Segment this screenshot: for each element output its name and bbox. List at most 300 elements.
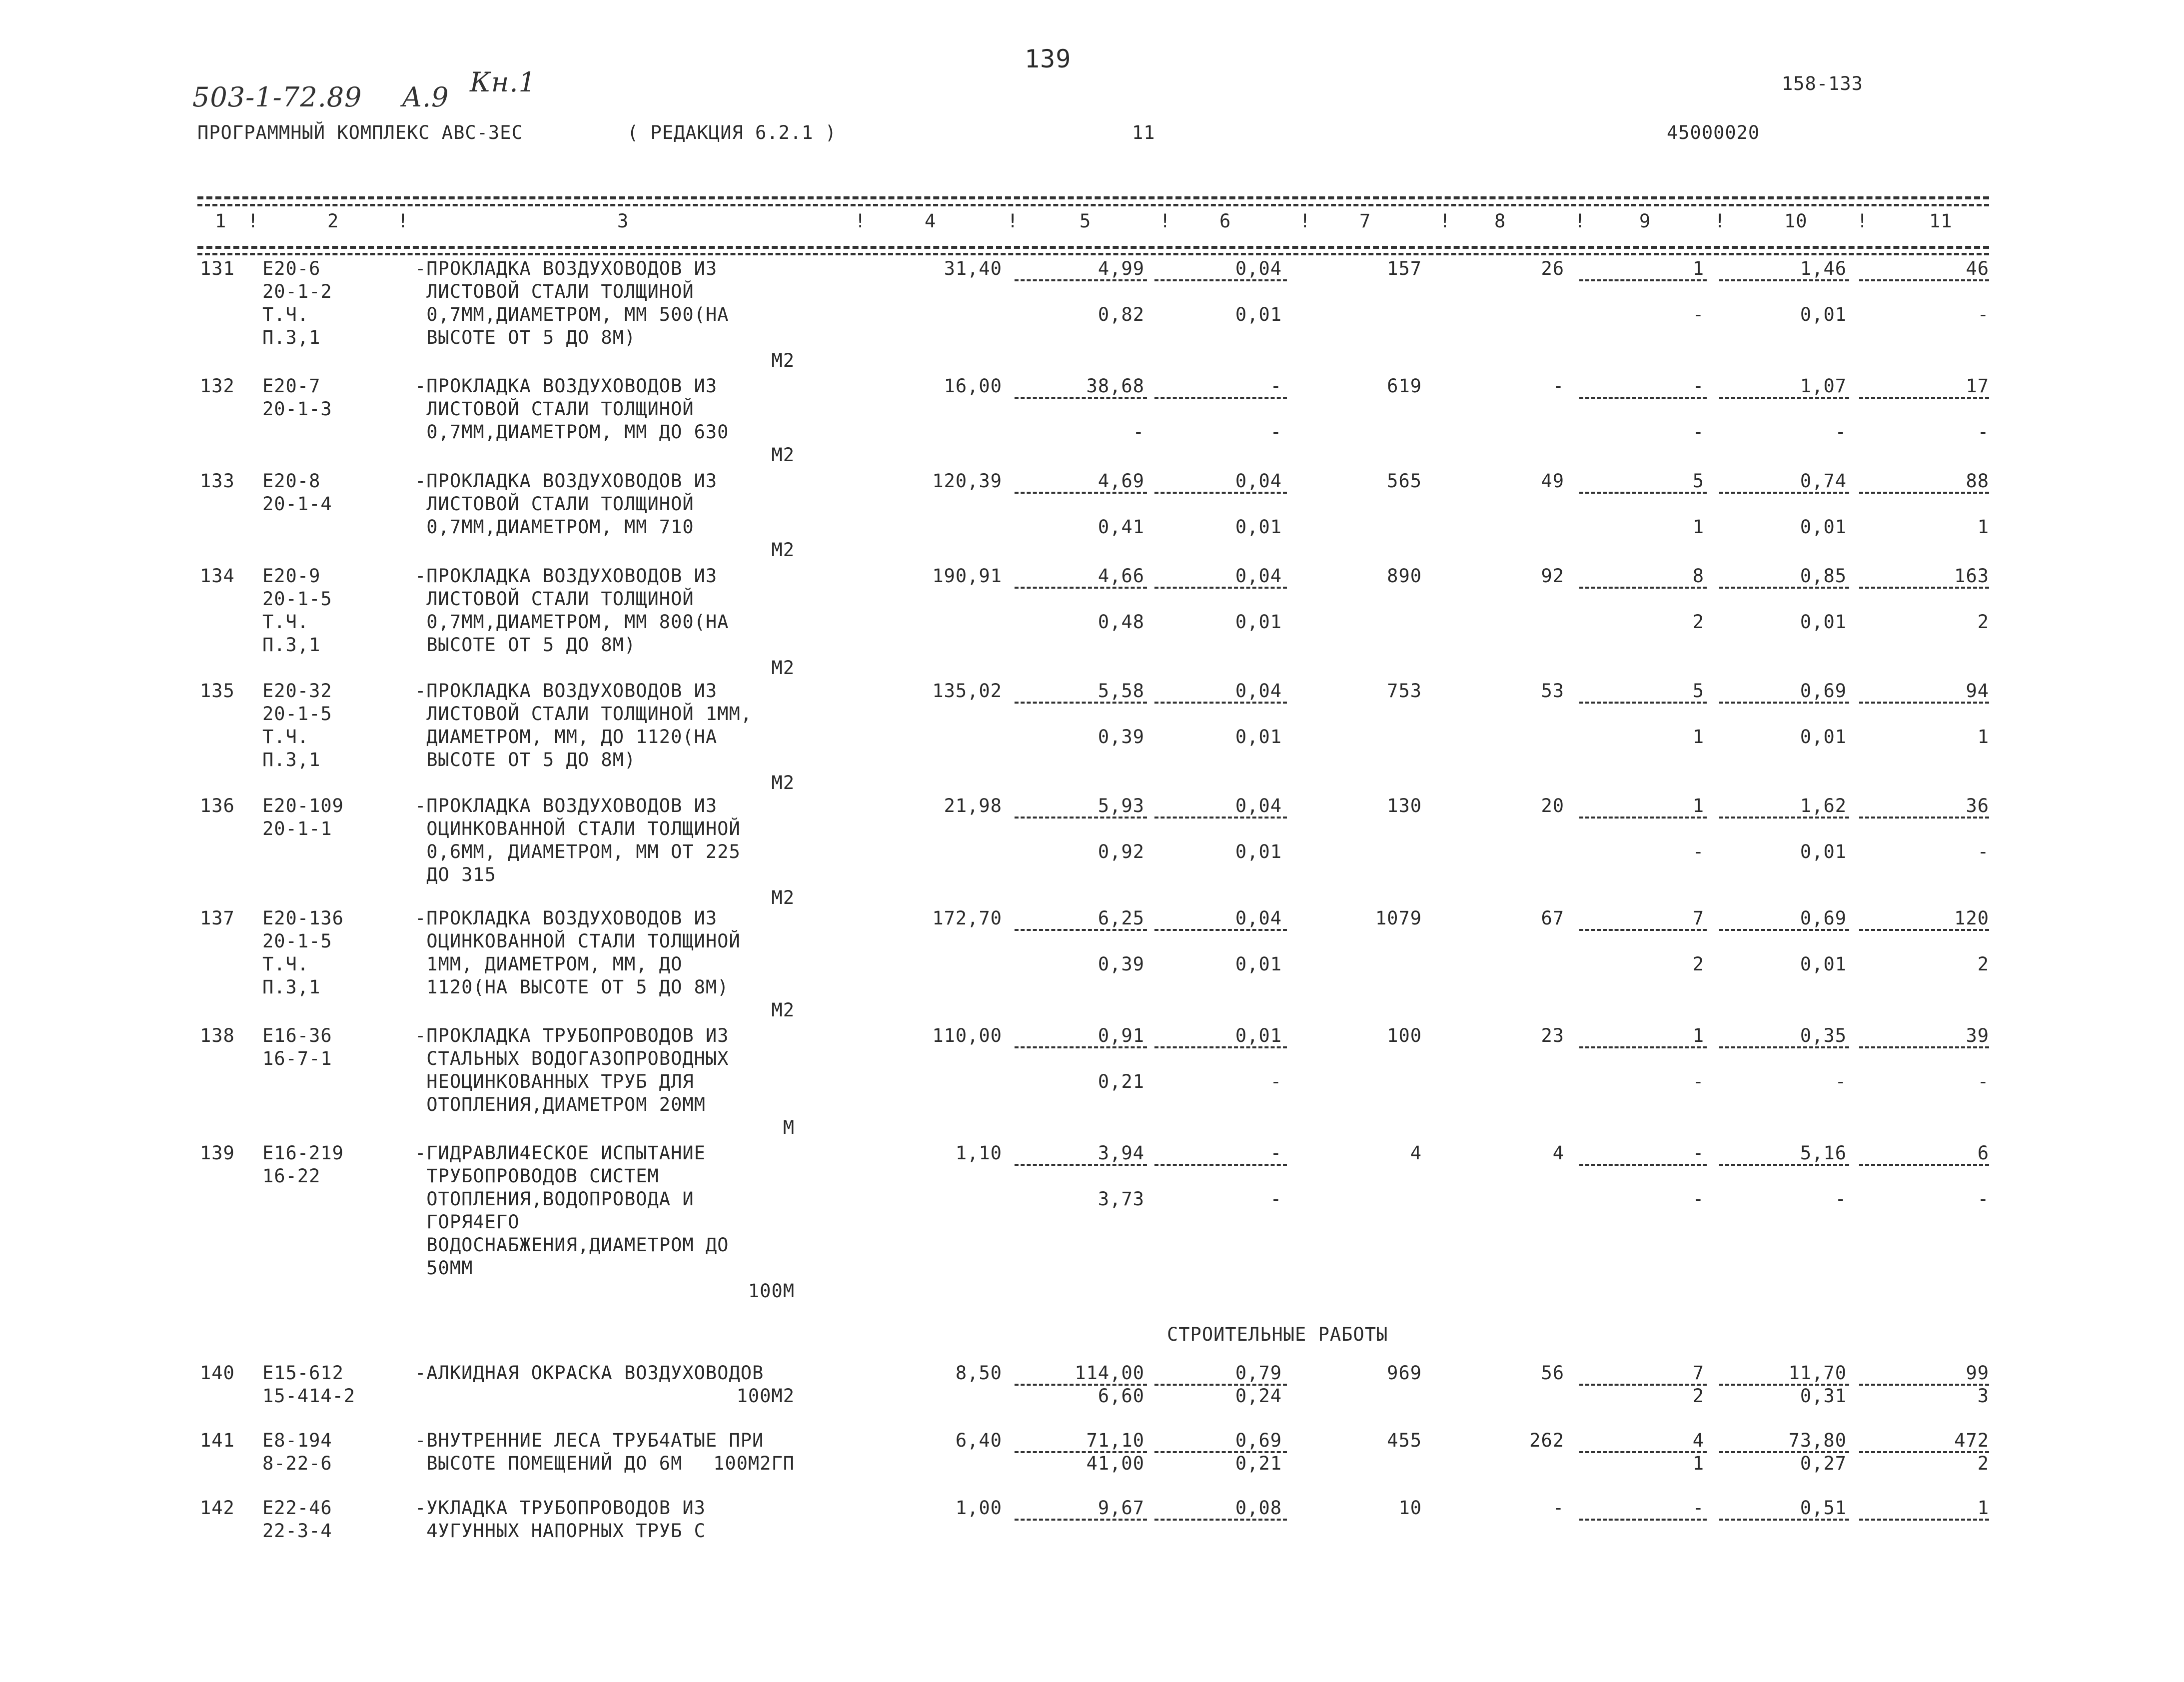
edition: ( РЕДАКЦИЯ 6.2.1 ) (627, 122, 837, 143)
row-description: ОЦИНКОВАННОЙ СТАЛИ ТОЛЩИНОЙ (415, 818, 741, 840)
value-c5-secondary: 41,00 (1086, 1453, 1144, 1474)
value-c8: 23 (1541, 1025, 1564, 1046)
value-c11: 163 (1954, 565, 1989, 587)
value-c6: 0,04 (1235, 258, 1282, 279)
value-underline (1579, 397, 1707, 399)
value-c8: - (1552, 375, 1564, 397)
value-underline (1154, 702, 1287, 704)
value-c7: 969 (1387, 1362, 1422, 1384)
value-c5: 3,94 (1097, 1142, 1144, 1164)
column-header-4: 4 (925, 210, 937, 232)
value-c8: 53 (1541, 680, 1564, 702)
row-description: -ПРОКЛАДКА ВОЗДУХОВОДОВ ИЗ (415, 470, 718, 492)
row-description: 0,6ММ, ДИАМЕТРОМ, ММ ОТ 225 (415, 841, 741, 862)
row-description: ВЫСОТЕ ОТ 5 ДО 8М) (415, 749, 636, 771)
sheet-ref: 158-133 (1782, 73, 1863, 94)
value-underline (1719, 929, 1849, 931)
value-c7: 455 (1387, 1430, 1422, 1451)
row-description: ДИАМЕТРОМ, ММ, ДО 1120(НА (415, 726, 718, 748)
column-header-7: 7 (1359, 210, 1371, 232)
column-separator: ! (855, 210, 867, 232)
column-header-8: 8 (1494, 210, 1506, 232)
value-c11: 472 (1954, 1430, 1989, 1451)
row-code: 8-22-6 (262, 1453, 332, 1474)
value-c5-secondary: 0,82 (1097, 304, 1144, 325)
value-underline (1579, 587, 1707, 589)
row-code: Е20-136 (262, 907, 344, 929)
value-c6: - (1270, 1142, 1282, 1164)
row-unit: М2 (771, 657, 795, 679)
row-code: 20-1-5 (262, 703, 332, 725)
row-number: 135 (200, 680, 235, 702)
row-code: Е20-109 (262, 795, 344, 817)
value-underline (1859, 492, 1989, 494)
value-c5: 9,67 (1097, 1497, 1144, 1519)
row-description: -ПРОКЛАДКА ВОЗДУХОВОДОВ ИЗ (415, 258, 718, 279)
value-c9-secondary: - (1692, 1071, 1704, 1092)
value-c9: 1 (1692, 258, 1704, 279)
value-underline (1579, 279, 1707, 281)
value-c5: 6,25 (1097, 907, 1144, 929)
row-description: ОЦИНКОВАННОЙ СТАЛИ ТОЛЩИНОЙ (415, 930, 741, 952)
value-qty: 120,39 (932, 470, 1002, 492)
value-c11: 94 (1966, 680, 1989, 702)
value-c10: 73,80 (1788, 1430, 1847, 1451)
value-underline (1154, 817, 1287, 819)
value-underline (1859, 1046, 1989, 1048)
value-qty: 6,40 (955, 1430, 1002, 1451)
value-c6-secondary: 0,01 (1235, 953, 1282, 975)
value-underline (1015, 587, 1147, 589)
value-c11-secondary: - (1977, 841, 1989, 862)
value-c9: 4 (1692, 1430, 1704, 1451)
value-c11: 39 (1966, 1025, 1989, 1046)
value-underline (1015, 817, 1147, 819)
value-c10-secondary: - (1835, 1188, 1847, 1210)
value-c5-secondary: 3,73 (1097, 1188, 1144, 1210)
row-unit: 100М2 (736, 1385, 795, 1407)
value-underline (1579, 1164, 1707, 1166)
value-qty: 8,50 (955, 1362, 1002, 1384)
column-separator: ! (1574, 210, 1586, 232)
row-unit: М2 (771, 772, 795, 794)
row-code: Е20-32 (262, 680, 332, 702)
value-c9: - (1692, 1142, 1704, 1164)
row-code: Т.Ч. (262, 726, 309, 748)
row-description: -ВНУТРЕННИЕ ЛЕСА ТРУБ4АТЫЕ ПРИ (415, 1430, 764, 1451)
handwritten-code: 503-1-72.89 (192, 81, 362, 113)
value-c7: 157 (1387, 258, 1422, 279)
value-c9-secondary: - (1692, 841, 1704, 862)
value-underline (1154, 1519, 1287, 1521)
value-underline (1859, 279, 1989, 281)
value-c8: - (1552, 1497, 1564, 1519)
value-underline (1859, 1519, 1989, 1521)
value-c5-secondary: 0,48 (1097, 611, 1144, 633)
column-header-5: 5 (1080, 210, 1092, 232)
value-c7: 619 (1387, 375, 1422, 397)
row-description: 0,7ММ,ДИАМЕТРОМ, ММ ДО 630 (415, 421, 729, 443)
value-c6: 0,01 (1235, 1025, 1282, 1046)
value-underline (1579, 929, 1707, 931)
value-c9: 8 (1692, 565, 1704, 587)
value-c10-secondary: - (1835, 1071, 1847, 1092)
value-underline (1719, 587, 1849, 589)
value-c7: 100 (1387, 1025, 1422, 1046)
value-c7: 753 (1387, 680, 1422, 702)
value-underline (1719, 492, 1849, 494)
row-description: 4УГУННЫХ НАПОРНЫХ ТРУБ С (415, 1520, 706, 1542)
header-rule-bottom (197, 246, 1989, 249)
row-unit: М2 (771, 350, 795, 371)
row-number: 134 (200, 565, 235, 587)
row-description: НЕОЦИНКОВАННЫХ ТРУБ ДЛЯ (415, 1071, 694, 1092)
row-code: Е16-36 (262, 1025, 332, 1046)
value-underline (1719, 1164, 1849, 1166)
value-c6-secondary: - (1270, 1188, 1282, 1210)
value-underline (1015, 702, 1147, 704)
value-c11: 17 (1966, 375, 1989, 397)
value-underline (1154, 397, 1287, 399)
column-header-1: 1 (215, 210, 227, 232)
value-c7: 130 (1387, 795, 1422, 817)
doc-code: 45000020 (1667, 122, 1760, 143)
row-description: ЛИСТОВОЙ СТАЛИ ТОЛЩИНОЙ (415, 281, 694, 302)
row-description: ОТОПЛЕНИЯ,ВОДОПРОВОДА И (415, 1188, 694, 1210)
row-description: ЛИСТОВОЙ СТАЛИ ТОЛЩИНОЙ (415, 588, 694, 610)
column-separator: ! (1439, 210, 1451, 232)
row-unit: М2 (771, 887, 795, 908)
value-c10: 0,69 (1800, 680, 1847, 702)
value-c5: 5,58 (1097, 680, 1144, 702)
value-underline (1154, 1164, 1287, 1166)
column-separator: ! (1159, 210, 1171, 232)
row-code: 16-22 (262, 1165, 321, 1187)
value-c10: 5,16 (1800, 1142, 1847, 1164)
row-code: 22-3-4 (262, 1520, 332, 1542)
row-description: 0,7ММ,ДИАМЕТРОМ, ММ 710 (415, 516, 694, 538)
column-separator: ! (1007, 210, 1019, 232)
value-c5-secondary: 0,39 (1097, 726, 1144, 748)
row-unit: 100М2ГП (713, 1453, 795, 1474)
value-qty: 190,91 (932, 565, 1002, 587)
value-c6-secondary: 0,01 (1235, 611, 1282, 633)
value-c11-secondary: - (1977, 304, 1989, 325)
column-header-2: 2 (327, 210, 339, 232)
value-c11-secondary: 2 (1977, 1453, 1989, 1474)
value-underline (1015, 492, 1147, 494)
section-title: СТРОИТЕЛЬНЫЕ РАБОТЫ (1167, 1324, 1388, 1345)
value-c9-secondary: 2 (1692, 611, 1704, 633)
value-c9-secondary: 1 (1692, 516, 1704, 538)
row-description: -ГИДРАВЛИ4ЕСКОЕ ИСПЫТАНИЕ (415, 1142, 706, 1164)
value-c10: 1,46 (1800, 258, 1847, 279)
value-c8: 92 (1541, 565, 1564, 587)
row-description: ЛИСТОВОЙ СТАЛИ ТОЛЩИНОЙ (415, 493, 694, 515)
row-unit: 100М (748, 1280, 795, 1302)
row-unit: М2 (771, 999, 795, 1021)
header-rule-top (197, 196, 1989, 199)
value-c8: 262 (1529, 1430, 1564, 1451)
value-underline (1154, 929, 1287, 931)
value-c7: 4 (1410, 1142, 1422, 1164)
row-description: -ПРОКЛАДКА ВОЗДУХОВОДОВ ИЗ (415, 795, 718, 817)
column-header-11: 11 (1929, 210, 1953, 232)
row-description: 1ММ, ДИАМЕТРОМ, ММ, ДО (415, 953, 683, 975)
row-number: 136 (200, 795, 235, 817)
value-c5-secondary: 0,21 (1097, 1071, 1144, 1092)
value-c8: 4 (1552, 1142, 1564, 1164)
value-c6-secondary: 0,01 (1235, 304, 1282, 325)
row-description: ЛИСТОВОЙ СТАЛИ ТОЛЩИНОЙ 1ММ, (415, 703, 753, 725)
row-description: 0,7ММ,ДИАМЕТРОМ, ММ 500(НА (415, 304, 729, 325)
row-code: 15-414-2 (262, 1385, 356, 1407)
row-code: 20-1-3 (262, 398, 332, 420)
row-number: 140 (200, 1362, 235, 1384)
row-description: ОТОПЛЕНИЯ,ДИАМЕТРОМ 20ММ (415, 1094, 706, 1115)
value-underline (1859, 397, 1989, 399)
value-c10-secondary: 0,01 (1800, 516, 1847, 538)
value-c6-secondary: 0,01 (1235, 726, 1282, 748)
value-underline (1579, 817, 1707, 819)
value-underline (1015, 1046, 1147, 1048)
row-description: -ПРОКЛАДКА ВОЗДУХОВОДОВ ИЗ (415, 907, 718, 929)
row-code: 20-1-5 (262, 588, 332, 610)
value-c6: 0,79 (1235, 1362, 1282, 1384)
value-c6: 0,04 (1235, 907, 1282, 929)
value-qty: 1,10 (955, 1142, 1002, 1164)
value-underline (1859, 817, 1989, 819)
value-c6: - (1270, 375, 1282, 397)
row-description: 1120(НА ВЫСОТЕ ОТ 5 ДО 8М) (415, 976, 729, 998)
value-underline (1719, 1046, 1849, 1048)
value-underline (1015, 279, 1147, 281)
row-code: Е16-219 (262, 1142, 344, 1164)
handwritten-album: A.9 (402, 81, 449, 113)
value-c5-secondary: 0,41 (1097, 516, 1144, 538)
value-c9-secondary: - (1692, 1188, 1704, 1210)
row-description: -ПРОКЛАДКА ВОЗДУХОВОДОВ ИЗ (415, 565, 718, 587)
value-c11-secondary: - (1977, 421, 1989, 443)
row-description: ТРУБОПРОВОДОВ СИСТЕМ (415, 1165, 659, 1187)
row-code: Т.Ч. (262, 611, 309, 633)
value-c6-secondary: 0,01 (1235, 516, 1282, 538)
value-c10-secondary: 0,01 (1800, 953, 1847, 975)
row-code: Е22-46 (262, 1497, 332, 1519)
value-underline (1579, 492, 1707, 494)
row-description: ВЫСОТЕ ОТ 5 ДО 8М) (415, 634, 636, 656)
value-c7: 565 (1387, 470, 1422, 492)
value-underline (1719, 279, 1849, 281)
value-c5-secondary: 0,39 (1097, 953, 1144, 975)
value-qty: 110,00 (932, 1025, 1002, 1046)
column-header-6: 6 (1219, 210, 1231, 232)
value-c7: 1079 (1375, 907, 1422, 929)
row-description: -УКЛАДКА ТРУБОПРОВОДОВ ИЗ (415, 1497, 706, 1519)
value-c11-secondary: 1 (1977, 726, 1989, 748)
value-c8: 67 (1541, 907, 1564, 929)
value-c10-secondary: 0,27 (1800, 1453, 1847, 1474)
column-header-9: 9 (1639, 210, 1651, 232)
row-code: Т.Ч. (262, 953, 309, 975)
value-c10: 1,62 (1800, 795, 1847, 817)
value-qty: 135,02 (932, 680, 1002, 702)
row-code: Е20-9 (262, 565, 321, 587)
value-c6-secondary: 0,24 (1235, 1385, 1282, 1407)
value-c11: 46 (1966, 258, 1989, 279)
value-c8: 20 (1541, 795, 1564, 817)
value-c5-secondary: - (1132, 421, 1144, 443)
value-c5: 4,99 (1097, 258, 1144, 279)
row-code: Е8-194 (262, 1430, 332, 1451)
value-underline (1579, 702, 1707, 704)
value-qty: 21,98 (944, 795, 1002, 817)
value-c5: 4,66 (1097, 565, 1144, 587)
row-unit: М2 (771, 539, 795, 561)
row-unit: М (783, 1117, 795, 1138)
value-c11: 88 (1966, 470, 1989, 492)
value-c6-secondary: - (1270, 421, 1282, 443)
value-c9: 1 (1692, 1025, 1704, 1046)
row-code: Е20-7 (262, 375, 321, 397)
value-c9: 5 (1692, 680, 1704, 702)
row-code: 20-1-5 (262, 930, 332, 952)
column-separator: ! (1299, 210, 1311, 232)
header-rule-top-2 (197, 204, 1989, 206)
value-qty: 16,00 (944, 375, 1002, 397)
value-c9: 1 (1692, 795, 1704, 817)
row-code: П.3,1 (262, 634, 321, 656)
column-header-10: 10 (1784, 210, 1808, 232)
value-c5-secondary: 0,92 (1097, 841, 1144, 862)
row-code: Е20-6 (262, 258, 321, 279)
value-qty: 1,00 (955, 1497, 1002, 1519)
value-c11: 99 (1966, 1362, 1989, 1384)
value-c10: 1,07 (1800, 375, 1847, 397)
value-c9: - (1692, 375, 1704, 397)
row-description: ВЫСОТЕ ПОМЕЩЕНИЙ ДО 6М (415, 1453, 683, 1474)
value-c5: 114,00 (1075, 1362, 1144, 1384)
column-separator: ! (247, 210, 259, 232)
value-c6: 0,04 (1235, 470, 1282, 492)
value-c6: 0,69 (1235, 1430, 1282, 1451)
value-underline (1859, 1164, 1989, 1166)
value-underline (1579, 1519, 1707, 1521)
value-c6-secondary: - (1270, 1071, 1282, 1092)
value-underline (1154, 492, 1287, 494)
row-description: 50ММ (415, 1257, 473, 1279)
value-c10: 0,74 (1800, 470, 1847, 492)
value-c9: - (1692, 1497, 1704, 1519)
value-c10: 0,35 (1800, 1025, 1847, 1046)
row-description: ВЫСОТЕ ОТ 5 ДО 8М) (415, 327, 636, 348)
value-c10: 0,69 (1800, 907, 1847, 929)
value-c7: 10 (1398, 1497, 1422, 1519)
row-description: -АЛКИДНАЯ ОКРАСКА ВОЗДУХОВОДОВ (415, 1362, 764, 1384)
column-separator: ! (1857, 210, 1869, 232)
column-header-3: 3 (617, 210, 629, 232)
value-c5: 4,69 (1097, 470, 1144, 492)
value-c11: 36 (1966, 795, 1989, 817)
value-c11-secondary: 3 (1977, 1385, 1989, 1407)
row-unit: М2 (771, 444, 795, 466)
value-c10-secondary: 0,31 (1800, 1385, 1847, 1407)
value-c8: 56 (1541, 1362, 1564, 1384)
value-c5-secondary: 6,60 (1097, 1385, 1144, 1407)
header-rule-bottom-2 (197, 253, 1989, 255)
value-underline (1015, 1519, 1147, 1521)
value-c9: 5 (1692, 470, 1704, 492)
row-description: -ПРОКЛАДКА ВОЗДУХОВОДОВ ИЗ (415, 680, 718, 702)
value-qty: 172,70 (932, 907, 1002, 929)
row-description: ВОДОСНАБЖЕНИЯ,ДИАМЕТРОМ ДО (415, 1234, 729, 1256)
row-description: ГОРЯ4ЕГО (415, 1211, 520, 1233)
value-c6: 0,08 (1235, 1497, 1282, 1519)
value-underline (1154, 1046, 1287, 1048)
program-title: ПРОГРАММНЫЙ КОМПЛЕКС АВС-3ЕС (197, 122, 523, 143)
column-separator: ! (1714, 210, 1726, 232)
value-underline (1579, 1046, 1707, 1048)
row-code: Т.Ч. (262, 304, 309, 325)
row-code: 20-1-2 (262, 281, 332, 302)
row-code: 20-1-1 (262, 818, 332, 840)
value-c9: 7 (1692, 907, 1704, 929)
value-underline (1015, 929, 1147, 931)
row-description: 0,7ММ,ДИАМЕТРОМ, ММ 800(НА (415, 611, 729, 633)
row-code: Е20-8 (262, 470, 321, 492)
value-underline (1719, 1519, 1849, 1521)
value-c10: 0,85 (1800, 565, 1847, 587)
row-number: 132 (200, 375, 235, 397)
value-c11-secondary: - (1977, 1188, 1989, 1210)
value-c10-secondary: 0,01 (1800, 726, 1847, 748)
value-c10: 11,70 (1788, 1362, 1847, 1384)
value-underline (1015, 1164, 1147, 1166)
value-c9-secondary: 1 (1692, 726, 1704, 748)
row-number: 137 (200, 907, 235, 929)
row-number: 131 (200, 258, 235, 279)
value-c6-secondary: 0,01 (1235, 841, 1282, 862)
row-number: 133 (200, 470, 235, 492)
row-number: 141 (200, 1430, 235, 1451)
value-c5: 38,68 (1086, 375, 1144, 397)
row-code: 20-1-4 (262, 493, 332, 515)
value-c9-secondary: - (1692, 421, 1704, 443)
value-underline (1015, 397, 1147, 399)
row-code: П.3,1 (262, 327, 321, 348)
value-c5: 71,10 (1086, 1430, 1144, 1451)
value-underline (1859, 702, 1989, 704)
value-c11: 120 (1954, 907, 1989, 929)
value-c5: 5,93 (1097, 795, 1144, 817)
value-c6: 0,04 (1235, 680, 1282, 702)
row-code: 16-7-1 (262, 1048, 332, 1069)
column-separator: ! (397, 210, 409, 232)
value-underline (1859, 587, 1989, 589)
row-number: 138 (200, 1025, 235, 1046)
value-c8: 49 (1541, 470, 1564, 492)
handwritten-book: Кн.1 (470, 66, 536, 98)
value-c8: 26 (1541, 258, 1564, 279)
row-code: П.3,1 (262, 749, 321, 771)
row-number: 142 (200, 1497, 235, 1519)
row-description: -ПРОКЛАДКА ВОЗДУХОВОДОВ ИЗ (415, 375, 718, 397)
value-underline (1154, 279, 1287, 281)
value-c9-secondary: 2 (1692, 1385, 1704, 1407)
value-c5: 0,91 (1097, 1025, 1144, 1046)
value-c9-secondary: - (1692, 304, 1704, 325)
row-description: -ПРОКЛАДКА ТРУБОПРОВОДОВ ИЗ (415, 1025, 729, 1046)
